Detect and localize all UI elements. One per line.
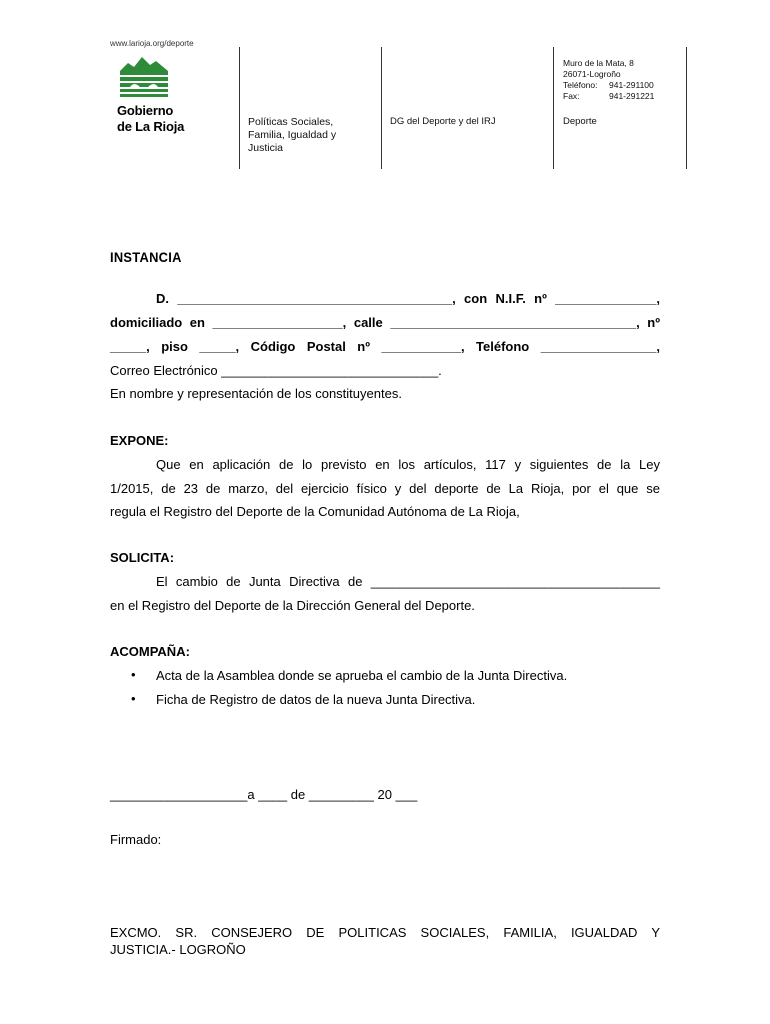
department-line: Justicia [248,142,284,154]
address-fax-row [563,91,654,102]
department-line: Familia, Igualdad y [248,129,337,141]
form-line-representation: En nombre y representación de los constituyentes. [110,386,402,401]
acompana-heading: ACOMPAÑA: [110,644,190,659]
expone-line: regula el Registro del Deporte de la Comunidad Autónoma de La Rioja, [110,504,520,519]
department-line: Políticas Sociales, [248,116,334,128]
addressee-line: EXCMO. SR. CONSEJERO DE POLITICAS SOCIALES, FAMILIA, IGUALDAD Y [110,925,660,940]
address-phone-row [563,80,654,91]
section-name: Deporte [563,116,597,127]
form-line-name: D. ______________________________________, con N.I.F. nº ______________, [156,291,660,306]
directorate-name: DG del Deporte y del IRJ [390,116,496,127]
expone-heading: EXPONE: [110,433,169,448]
department-name [248,116,336,155]
expone-line: Que en aplicación de lo previsto en los artículos, 117 y siguientes de la Ley [156,457,660,472]
form-line-email: Correo Electrónico ______________________________. [110,363,442,378]
attachment-item: Acta de la Asamblea donde se aprueba el cambio de la Junta Directiva. [156,668,568,683]
logo-text [117,103,184,135]
logo-line-1: Gobierno [117,103,174,118]
logo-line-2: de La Rioja [117,119,185,134]
solicita-line: en el Registro del Deporte de la Dirección General del Deporte. [110,598,475,613]
header-divider [553,47,554,169]
address-block [563,58,654,102]
header-divider [239,47,240,169]
solicita-line: El cambio de Junta Directiva de ________________________________________ [156,574,660,589]
header-divider [381,47,382,169]
header-divider [686,47,687,169]
address-city: 26071-Logroño [563,69,621,79]
date-place-line: ___________________a ____ de _________ 20 ___ [110,787,418,802]
phone-label: Teléfono: [563,80,598,90]
form-line-postal: _____, piso _____, Código Postal nº ___________, Teléfono ________________, [110,339,660,354]
attachment-item: Ficha de Registro de datos de la nueva Junta Directiva. [156,692,476,707]
fax-label: Fax: [563,91,580,101]
bullet-icon: • [131,691,136,706]
fax-value: 941-291221 [609,91,655,101]
phone-value: 941-291100 [609,80,654,90]
gobierno-la-rioja-logo [118,53,170,101]
address-street: Muro de la Mata, 8 [563,58,634,68]
form-line-address: domiciliado en __________________, calle __________________________________, nº [110,315,660,330]
expone-line: 1/2015, de 23 de marzo, del ejercicio físico y del deporte de La Rioja, por el que se [110,481,660,496]
solicita-heading: SOLICITA: [110,550,175,565]
signed-label: Firmado: [110,832,162,847]
document-title: INSTANCIA [110,249,182,265]
header-url: www.larioja.org/deporte [110,39,194,48]
bullet-icon: • [131,667,136,682]
addressee-line: JUSTICIA.- LOGROÑO [110,942,246,957]
